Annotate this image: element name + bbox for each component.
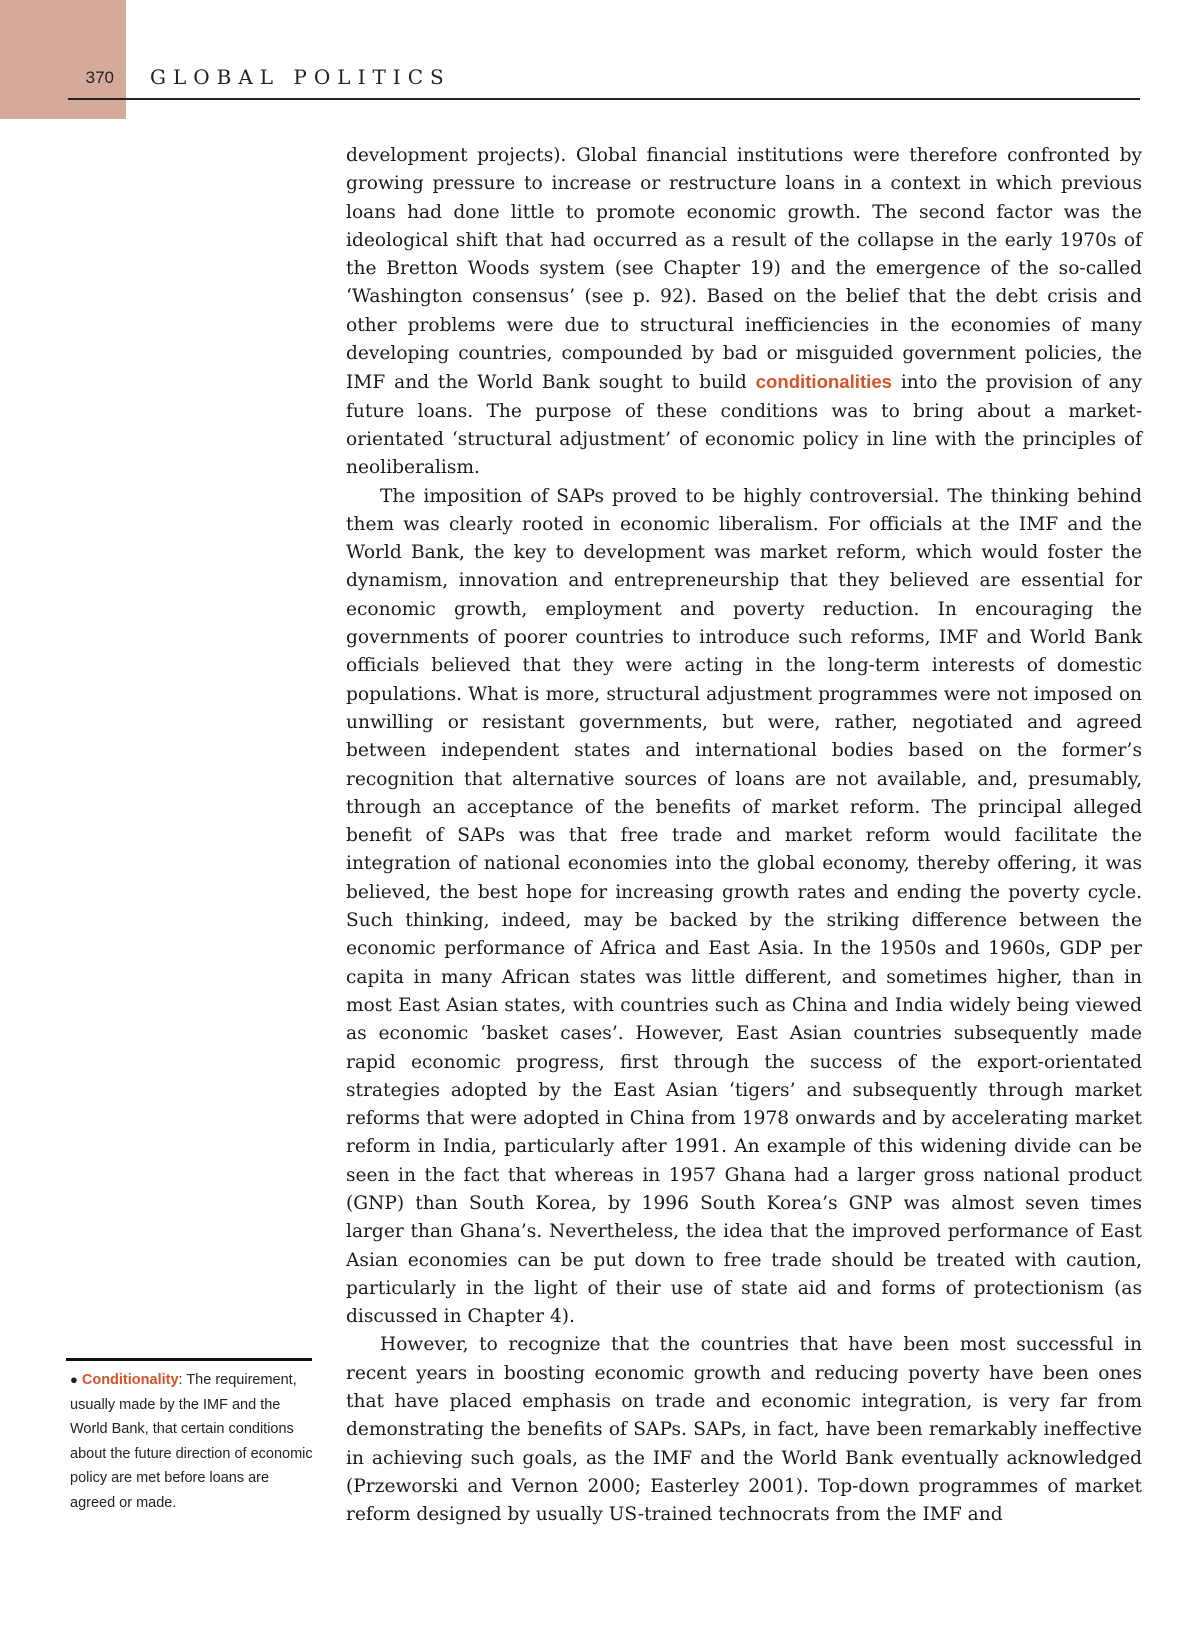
page-number: 370 [85,68,114,87]
header-rule [68,98,1140,100]
paragraph-3: However, to recognize that the countries that have been most successful in recent years in boosting economic growth and reducing poverty have been ones that have placed emphasis on trade and economic integration, is very far from demonstrating the benefits of SAPs. SAPs, in fact, have been remarkably ineffective in achieving such goals, as the IMF and the World Bank eventually acknowledged (Przeworski and Vernon 2000; Easterley 2001). Top-down programmes of market reform designed by usually US-trained technocrats from the IMF and [346,1334,1142,1526]
sidebar-rule [66,1358,312,1361]
paragraph-1-text-end: into the provision of any future loans. The purpose of these conditions was to bring about a market-orientated ‘structural adjustment’ of economic policy in line with the principles of neoliberalism. [346,372,1143,479]
paragraph-1 [346,142,1142,483]
key-term-conditionalities: conditionalities [755,371,893,393]
sidebar-definition-box [70,1368,316,1515]
paragraph-2: The imposition of SAPs proved to be highly controversial. The thinking behind them was clearly rooted in economic liberalism. For officials at the IMF and the World Bank, the key to development was market reform, which would foster the dynamism, innovation and entrepreneurship that they believed are essential for economic growth, employment and poverty reduction. In encouraging the governments of poorer countries to introduce such reforms, IMF and World Bank officials believed that they were acting in the long-term interests of domestic populations. What is more, structural adjustment programmes were not imposed on unwilling or resistant governments, but were, rather, negotiated and agreed between independent states and international bodies based on the former’s recognition that alternative sources of loans are not available, and, presumably, through an acceptance of the benefits of market reform. The principal alleged benefit of SAPs was that free trade and market reform would facilitate the integration of national economies into the global economy, thereby offering, it was believed, the best hope for increasing growth rates and ending the poverty cycle. Such thinking, indeed, may be backed by the striking difference between the economic performance of Africa and East Asia. In the 1950s and 1960s, GDP per capita in many African states was little different, and sometimes higher, than in most East Asian states, with countries such as China and India widely being viewed as economic ‘basket cases’. However, East Asian countries subsequently made rapid economic progress, first through the success of the export-orientated strategies adopted by the East Asian ‘tigers’ and subsequently through market reforms that were adopted in China from 1978 onwards and by accelerating market reform in India, particularly after 1991. An example of this widening divide can be seen in the fact that whereas in 1957 Ghana had a larger gross national product (GNP) than South Korea, by 1996 South Korea’s GNP was almost seven times larger than Ghana’s. Nevertheless, the idea that the improved performance of East Asian economies can be put down to free trade should be treated with caution, particularly in the light of their use of state aid and forms of protectionism (as discussed in Chapter 4). [346,485,1142,1328]
sidebar-term: Conditionality [81,1372,179,1388]
sidebar-definition: : The requirement, usually made by the IMF and the World Bank, that certain conditions about the future direction of economic policy are met before loans are agreed or made. [70,1372,313,1511]
bullet-icon: ● [70,1372,78,1387]
paragraph-1-text-start: development projects). Global financial institutions were therefore confronted by growing pressure to increase or restructure loans in a context in which previous loans had done little to promote economic growth. The second factor was the ideological shift that had occurred as a result of the collapse in the early 1970s of the Bretton Woods system (see Chapter 19) and the emergence of the so-called ‘Washington consensus’ (see p. 92). Based on the belief that the debt crisis and other problems were due to structural inefficiencies in the economies of many developing countries, compounded by bad or misguided government policies, the IMF and the World Bank sought to build [346,145,1142,394]
corner-color-block [0,0,126,119]
running-title: GLOBAL POLITICS [150,65,451,89]
main-text-column [346,142,1142,1530]
